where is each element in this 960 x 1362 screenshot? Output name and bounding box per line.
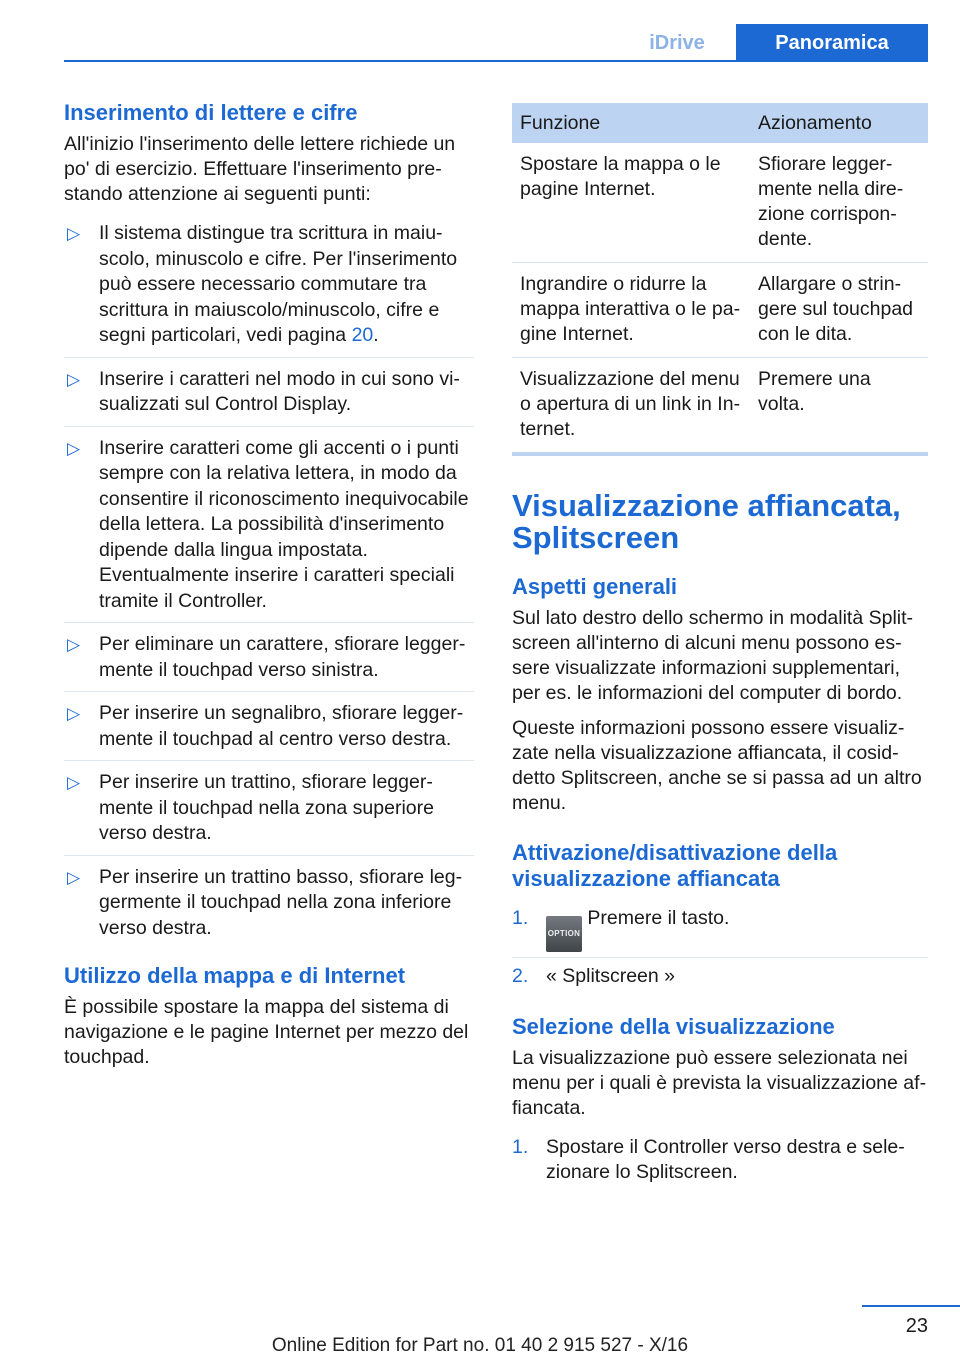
header-rule: [64, 60, 928, 62]
triangle-bullet-icon: ▷: [67, 635, 81, 654]
triangle-bullet-icon: ▷: [67, 438, 81, 458]
list-item: 2. « Splitscreen »: [512, 965, 675, 987]
heading-aspetti-generali: Aspetti generali: [512, 574, 678, 599]
info-paragraph: Queste informazioni possono essere visualizzate nella visualizzazione affiancata, il cosiddetto Splitscreen, anche se si passa ad un altro menu.: [512, 717, 922, 814]
selezione-paragraph: La visualizzazione può essere selezionata nei menu per i quali è prevista la visualizzazione affiancata.: [512, 1046, 927, 1119]
list-item: ▷ Il sistema distingue tra scrittura in maiuscolo, minuscolo e cifre. Per l'inserimento può essere necessario commutare tra scrittura in maiuscolo/minuscolo, cifre e segni particolari, vedi pagina 20.: [64, 221, 474, 349]
activation-steps: [512, 906, 928, 990]
table-cell: Visualizzazione del menu o apertura di un link in Internet.: [512, 358, 750, 455]
heading-mappa-internet: Utilizzo della mappa e di Internet: [64, 963, 406, 988]
list-item: ▷ Inserire caratteri come gli accenti o i punti sempre con la relativa lettera, in modo da consentire il riconoscimento inequivocabile della lettera. La possibilità d'inserimento dipende dalla lingua impostata. Eventualmente inserire i caratteri speciali tramite il Controller.: [64, 436, 474, 615]
table-cell: Spostare la mappa o le pagine Internet.: [512, 143, 750, 263]
list-item: ▷ Per inserire un trattino, sfiorare leggermente il touchpad nella zona superiore verso destra.: [64, 770, 474, 847]
triangle-bullet-icon: ▷: [67, 224, 81, 243]
list-item: ▷ Per inserire un segnalibro, sfiorare leggermente il touchpad al centro verso destra.: [64, 701, 474, 752]
edition-footer: Online Edition for Part no. 01 40 2 915 527 - X/16: [271, 1335, 689, 1356]
table-cell: Ingrandire o ridurre la mappa interattiva o le pagine Internet.: [512, 263, 750, 358]
selection-steps: [512, 1135, 928, 1186]
triangle-bullet-icon: ▷: [67, 773, 81, 792]
list-item: ▷ Inserire i caratteri nel modo in cui sono visualizzati sul Control Display.: [64, 367, 474, 418]
table-header-row: [512, 103, 928, 143]
table-header-funzione: Funzione: [512, 103, 750, 143]
list-item: 1. OPTION Premere il tasto.: [512, 906, 928, 952]
table-row: [512, 143, 928, 263]
heading-attivazione: Attivazione/disattivazione della visualizzazione affiancata: [512, 840, 838, 891]
header-section-idrive: iDrive: [649, 32, 705, 54]
triangle-bullet-icon: ▷: [67, 369, 81, 389]
heading-inserimento: Inserimento di lettere e cifre: [64, 100, 358, 125]
option-button-icon: OPTION: [546, 916, 582, 952]
table-cell: Premere una volta.: [750, 358, 928, 455]
table-row: [512, 358, 928, 455]
heading-selezione: Selezione della visualizzazione: [512, 1013, 835, 1039]
table-header-azionamento: Azionamento: [750, 103, 928, 143]
table-cell: Allargare o stringere sul touchpad con le dita.: [750, 263, 928, 358]
list-item: ▷ Per eliminare un carattere, sfiorare leggermente il touchpad verso sinistra.: [64, 632, 474, 683]
page-number: 23: [905, 1315, 928, 1337]
mappa-paragraph: È possibile spostare la mappa del sistema di navigazione e le pagine Internet per mezzo del touchpad.: [64, 996, 469, 1068]
triangle-bullet-icon: ▷: [67, 867, 81, 887]
page-link[interactable]: 20: [351, 324, 374, 346]
touchpad-function-table: [512, 103, 928, 456]
table-row: [512, 263, 928, 358]
triangle-bullet-icon: ▷: [67, 704, 81, 723]
list-item: 1. Spostare il Controller verso destra e selezionare lo Splitscreen.: [512, 1135, 905, 1183]
header-tab-panoramica: Panoramica: [736, 24, 928, 62]
table-cell: Sfiorare leggermente nella direzione corrispondente.: [750, 143, 928, 263]
left-column: [64, 100, 474, 1070]
footer-rule: [862, 1305, 960, 1307]
aspetti-paragraph: Sul lato destro dello schermo in modalità Splitscreen all'interno di alcuni menu possono essere visualizzate informazioni supplementari, per es. le informazioni del computer di bordo.: [512, 607, 914, 704]
heading-splitscreen: Visualizzazione affiancata, Splitscreen: [512, 488, 901, 555]
intro-paragraph: All'inizio l'inserimento delle lettere richiede un po' di esercizio. Effettuare l'inserimento prestando attenzione ai seguenti punti:: [64, 133, 456, 205]
right-column: [512, 490, 928, 1186]
list-item: ▷ Per inserire un trattino basso, sfiorare leggermente il touchpad nella zona inferiore verso destra.: [67, 865, 463, 939]
tips-list: [64, 221, 474, 941]
